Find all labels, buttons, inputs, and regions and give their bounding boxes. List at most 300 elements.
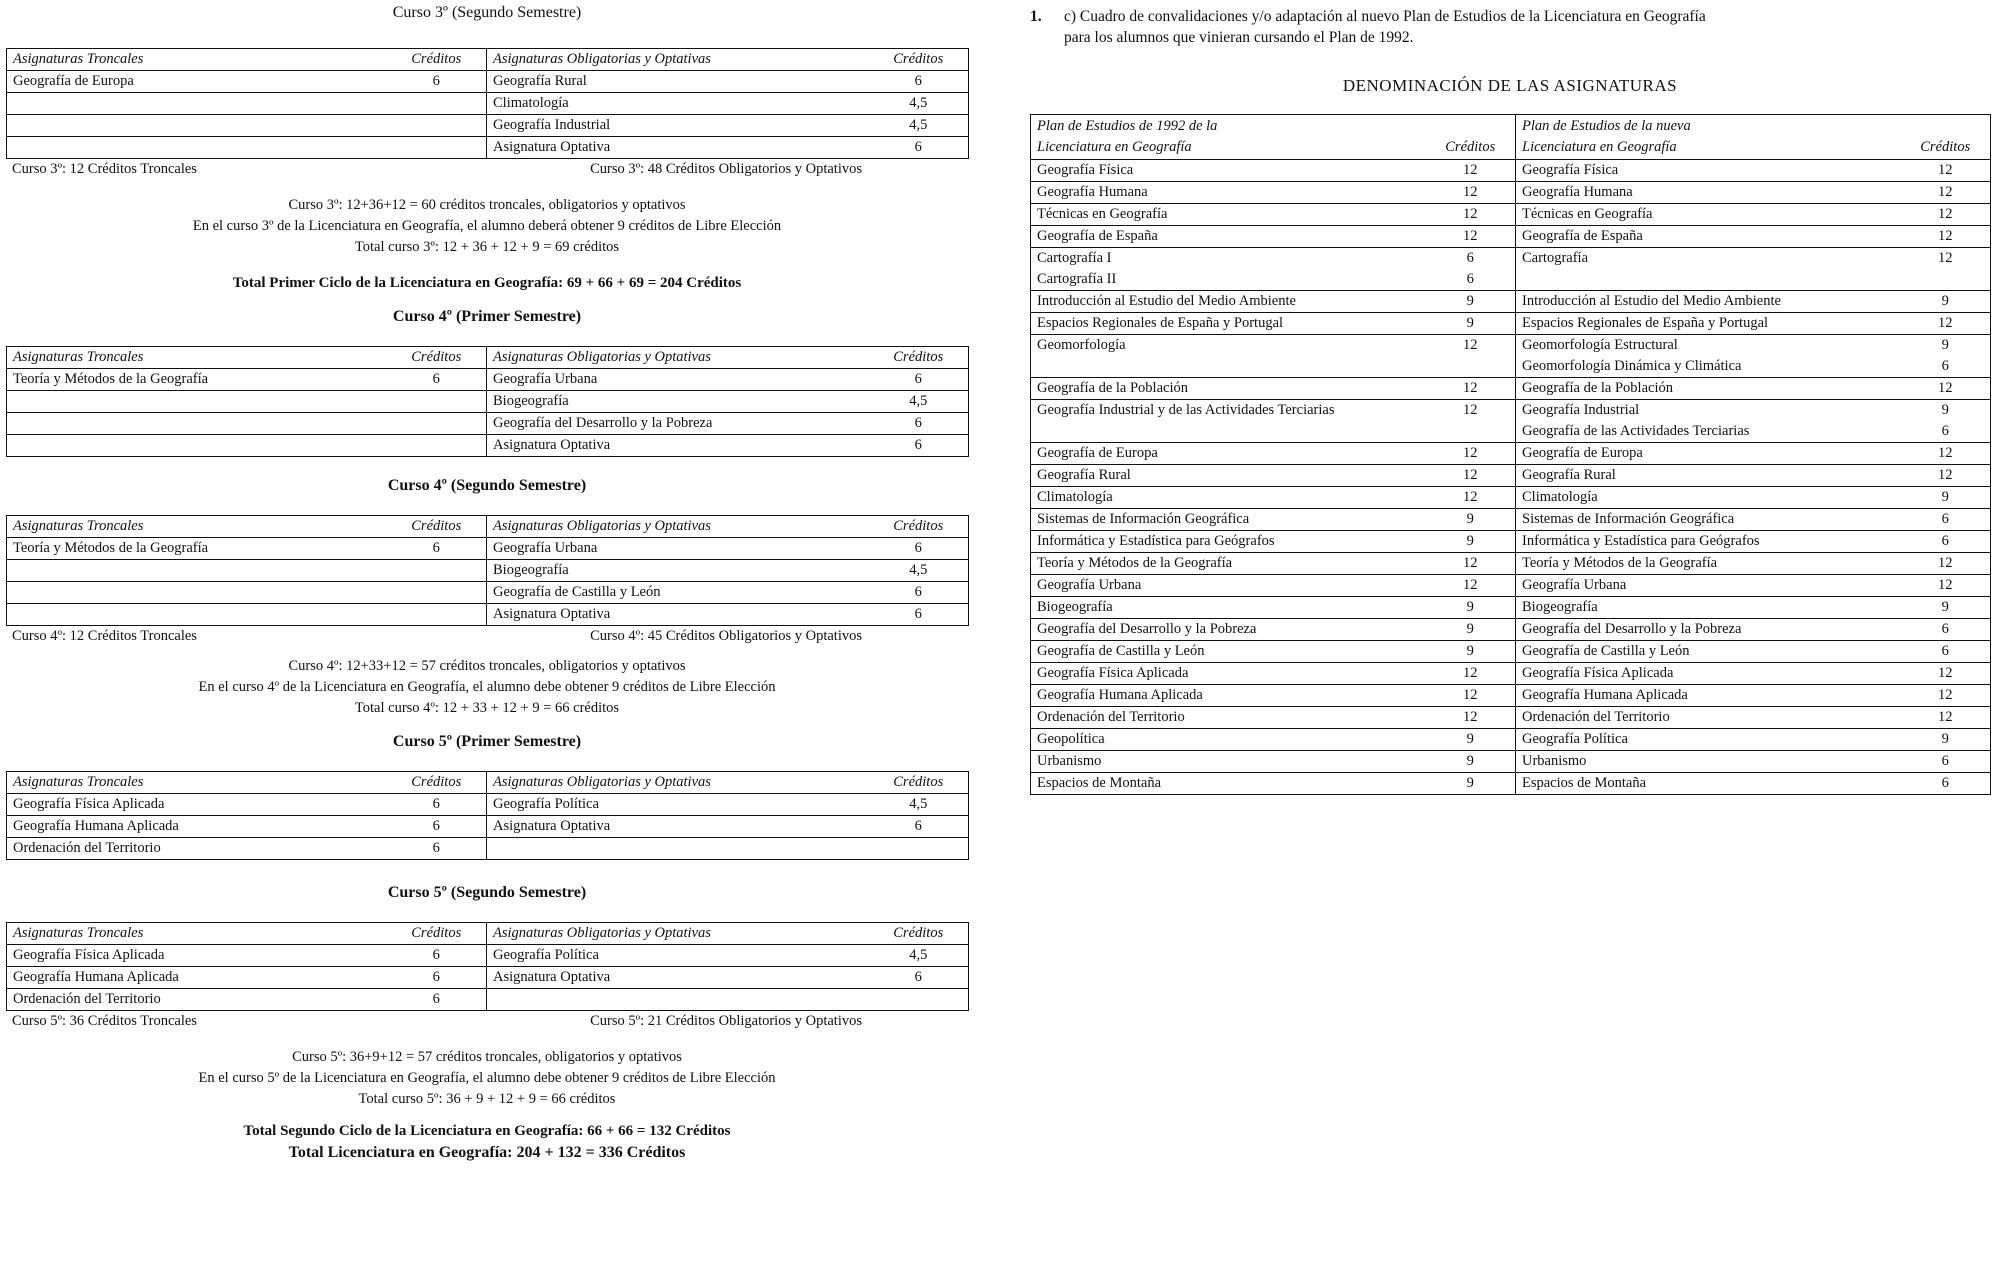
old-credits-line: 9 xyxy=(1466,775,1474,791)
intro-paragraph xyxy=(1030,6,1990,48)
old-subject xyxy=(1031,509,1426,531)
new-subject-line: Ordenación del Territorio xyxy=(1522,709,1670,725)
new-credits-line: 6 xyxy=(1941,775,1949,791)
degree-total: Total Licenciatura en Geografía: 204 + 132 = 336 Créditos xyxy=(288,1144,686,1161)
troncal-subject: Teoría y Métodos de la Geografía xyxy=(7,538,387,560)
optional-credits: 6 xyxy=(914,437,922,453)
old-subject xyxy=(1031,597,1426,619)
header-old-plan xyxy=(1031,115,1426,160)
troncal-subject xyxy=(7,413,387,435)
cycle-total: Total Primer Ciclo de la Licenciatura en Geografía: 69 + 66 + 69 = 204 Créditos xyxy=(232,275,742,291)
table-row xyxy=(7,115,969,137)
course-calc-line: En el curso 4º de la Licenciatura en Geografía, el alumno debe obtener 9 créditos de Libre Elección xyxy=(198,679,776,695)
table-row xyxy=(1031,575,1991,597)
new-subject xyxy=(1516,531,1901,553)
new-subject-line: Geografía Humana Aplicada xyxy=(1522,687,1688,703)
course-calc-line: En el curso 5º de la Licenciatura en Geografía, el alumno debe obtener 9 créditos de Libre Elección xyxy=(198,1070,776,1086)
new-subject xyxy=(1516,465,1901,487)
old-subject-line: Geografía Urbana xyxy=(1037,577,1142,593)
new-subject xyxy=(1516,685,1901,707)
new-subject xyxy=(1516,291,1901,313)
optional-subject xyxy=(487,989,869,1011)
new-subject xyxy=(1516,663,1901,685)
old-subject xyxy=(1031,575,1426,597)
right-column xyxy=(1030,0,1990,795)
table-row xyxy=(1031,773,1991,795)
new-credits-line: 6 xyxy=(1941,423,1949,439)
new-subject-line: Geografía Humana xyxy=(1522,184,1633,200)
old-subject-line: Geografía de España xyxy=(1037,228,1158,244)
old-credits xyxy=(1426,773,1516,795)
old-credits xyxy=(1426,465,1516,487)
old-credits-line: 12 xyxy=(1463,467,1478,483)
new-subject-line: Geografía del Desarrollo y la Pobreza xyxy=(1522,621,1742,637)
old-credits xyxy=(1426,400,1516,443)
header-troncales: Asignaturas Troncales xyxy=(7,347,387,369)
old-subject-line: Espacios Regionales de España y Portugal xyxy=(1037,315,1284,331)
course-calc-line: Total curso 3º: 12 + 36 + 12 + 9 = 69 créditos xyxy=(354,239,620,255)
old-credits xyxy=(1426,313,1516,335)
old-credits xyxy=(1426,729,1516,751)
new-subject-line: Geografía Física xyxy=(1522,162,1619,178)
header-creditos: Créditos xyxy=(869,923,969,945)
old-credits xyxy=(1426,204,1516,226)
new-credits-line: 12 xyxy=(1938,184,1953,200)
header-obligatorias: Asignaturas Obligatorias y Optativas xyxy=(487,516,869,538)
new-credits xyxy=(1901,182,1991,204)
course-calc-line: En el curso 3º de la Licenciatura en Geografía, el alumno deberá obtener 9 créditos de Libre Elección xyxy=(192,218,782,234)
new-subject xyxy=(1516,443,1901,465)
course-summary xyxy=(6,159,968,179)
optional-credits: 4,5 xyxy=(869,945,969,967)
troncal-credits xyxy=(387,582,487,604)
old-credits xyxy=(1426,707,1516,729)
new-subject xyxy=(1516,641,1901,663)
table-row xyxy=(7,369,969,391)
old-subject-line: Informática y Estadística para Geógrafos xyxy=(1037,533,1275,549)
old-credits xyxy=(1426,487,1516,509)
new-credits xyxy=(1901,443,1991,465)
new-credits xyxy=(1901,248,1991,291)
old-subject-line: Geografía de Europa xyxy=(1037,445,1158,461)
new-subject xyxy=(1516,575,1901,597)
old-subject xyxy=(1031,707,1426,729)
new-credits-line: 12 xyxy=(1938,162,1953,178)
new-subject xyxy=(1516,204,1901,226)
header-creditos: Créditos xyxy=(387,516,487,538)
old-credits-line: 9 xyxy=(1466,753,1474,769)
old-subject xyxy=(1031,641,1426,663)
header-obligatorias: Asignaturas Obligatorias y Optativas xyxy=(487,923,869,945)
course-summary xyxy=(6,1011,968,1031)
new-subject-line: Geografía de las Actividades Terciarias xyxy=(1522,423,1750,439)
old-credits-line: 9 xyxy=(1466,293,1474,309)
new-credits-line: 6 xyxy=(1941,511,1949,527)
old-subject-line: Geografía de Castilla y León xyxy=(1037,643,1205,659)
old-credits xyxy=(1426,378,1516,400)
troncal-credits xyxy=(387,560,487,582)
optional-credits: 6 xyxy=(869,71,969,93)
old-credits-line: 9 xyxy=(1466,643,1474,659)
new-credits-line: 6 xyxy=(1941,621,1949,637)
table-row xyxy=(7,989,969,1011)
new-credits-line: 9 xyxy=(1941,402,1949,418)
table-row xyxy=(1031,160,1991,182)
new-subject xyxy=(1516,400,1901,443)
new-credits-line: 9 xyxy=(1941,731,1949,747)
old-credits-line: 12 xyxy=(1463,577,1478,593)
table-row xyxy=(1031,443,1991,465)
new-subject xyxy=(1516,729,1901,751)
new-subject-line: Geografía Política xyxy=(1522,731,1628,747)
new-credits xyxy=(1901,313,1991,335)
section-title: Curso 5º (Segundo Semestre) xyxy=(387,884,587,901)
old-subject-line: Geografía de la Población xyxy=(1037,380,1188,396)
troncal-subject: Ordenación del Territorio xyxy=(13,840,161,856)
header-obligatorias: Asignaturas Obligatorias y Optativas xyxy=(487,49,869,71)
header-creditos: Créditos xyxy=(869,772,969,794)
troncal-credits xyxy=(387,604,487,626)
troncal-credits: 6 xyxy=(387,945,487,967)
header-troncales: Asignaturas Troncales xyxy=(7,923,387,945)
new-credits xyxy=(1901,553,1991,575)
new-credits-line: 6 xyxy=(1941,753,1949,769)
troncal-subject: Geografía Física Aplicada xyxy=(7,794,387,816)
troncal-credits: 6 xyxy=(387,538,487,560)
new-subject-line: Introducción al Estudio del Medio Ambiente xyxy=(1522,293,1781,309)
old-credits-line: 12 xyxy=(1463,206,1478,222)
optional-credits: 4,5 xyxy=(869,391,969,413)
new-subject-line: Geografía Rural xyxy=(1522,467,1616,483)
old-subject-line: Geomorfología xyxy=(1037,337,1126,353)
old-subject-line: Geografía del Desarrollo y la Pobreza xyxy=(1037,621,1257,637)
cycle-total: Total Segundo Ciclo de la Licenciatura en Geografía: 66 + 66 = 132 Créditos xyxy=(243,1123,731,1139)
section-title: Curso 5º (Primer Semestre) xyxy=(392,733,582,750)
old-subject-line: Ordenación del Territorio xyxy=(1037,709,1185,725)
new-subject-line: Geografía Industrial xyxy=(1522,402,1640,418)
new-credits-line: 12 xyxy=(1938,577,1953,593)
old-subject-line: Urbanismo xyxy=(1037,753,1102,769)
old-subject xyxy=(1031,729,1426,751)
old-subject xyxy=(1031,685,1426,707)
optional-subject: Geografía Política xyxy=(487,794,869,816)
intro-line: c) Cuadro de convalidaciones y/o adaptación al nuevo Plan de Estudios de la Licenciatura en Geografía xyxy=(1064,8,1706,25)
old-credits-line: 12 xyxy=(1463,402,1478,418)
table-row xyxy=(1031,685,1991,707)
old-subject-line: Geopolítica xyxy=(1037,731,1105,747)
new-credits xyxy=(1901,619,1991,641)
old-subject xyxy=(1031,487,1426,509)
optional-credits: 4,5 xyxy=(869,115,969,137)
old-credits xyxy=(1426,531,1516,553)
troncal-subject: Geografía Humana Aplicada xyxy=(7,967,387,989)
new-credits xyxy=(1901,729,1991,751)
old-subject-line: Geografía Industrial y de las Actividades Terciarias xyxy=(1037,402,1335,418)
optional-credits: 4,5 xyxy=(869,560,969,582)
table-row xyxy=(1031,465,1991,487)
new-credits-line: 12 xyxy=(1938,555,1953,571)
old-credits-line: 9 xyxy=(1466,315,1474,331)
old-subject-line: Geografía Física Aplicada xyxy=(1037,665,1189,681)
optional-subject: Geografía Rural xyxy=(487,71,869,93)
new-credits xyxy=(1901,465,1991,487)
troncal-credits: 6 xyxy=(387,989,487,1011)
section-heading: DENOMINACIÓN DE LAS ASIGNATURAS xyxy=(1342,76,1678,95)
new-credits xyxy=(1901,707,1991,729)
new-credits xyxy=(1901,663,1991,685)
old-credits-line: 9 xyxy=(1466,599,1474,615)
table-row xyxy=(7,794,969,816)
new-credits xyxy=(1901,204,1991,226)
table-row xyxy=(1031,226,1991,248)
new-subject-line: Urbanismo xyxy=(1522,753,1587,769)
troncal-subject: Ordenación del Territorio xyxy=(13,991,161,1007)
optional-subject: Asignatura Optativa xyxy=(493,606,611,622)
table-row xyxy=(7,604,969,626)
table-row xyxy=(7,838,969,860)
new-credits xyxy=(1901,335,1991,378)
optional-subject: Geografía Industrial xyxy=(487,115,869,137)
troncal-credits xyxy=(387,137,487,159)
old-subject xyxy=(1031,443,1426,465)
optional-credits: 6 xyxy=(869,538,969,560)
old-subject xyxy=(1031,531,1426,553)
troncal-subject: Geografía de Europa xyxy=(7,71,387,93)
table-row xyxy=(1031,707,1991,729)
new-subject xyxy=(1516,751,1901,773)
troncal-credits: 6 xyxy=(387,71,487,93)
troncal-subject xyxy=(7,115,387,137)
table-row xyxy=(1031,487,1991,509)
troncal-credits xyxy=(387,413,487,435)
item-number: 1. xyxy=(1030,8,1042,25)
table-row xyxy=(1031,509,1991,531)
new-credits xyxy=(1901,291,1991,313)
new-credits-line: 6 xyxy=(1941,358,1949,374)
table-row xyxy=(1031,204,1991,226)
table-row xyxy=(7,816,969,838)
course-calc-line: Total curso 5º: 36 + 9 + 12 + 9 = 66 créditos xyxy=(358,1091,616,1107)
table-row xyxy=(1031,751,1991,773)
old-credits-line: 12 xyxy=(1463,184,1478,200)
new-subject xyxy=(1516,509,1901,531)
new-subject-line: Climatología xyxy=(1522,489,1598,505)
new-credits-line: 12 xyxy=(1938,206,1953,222)
new-credits-line: 12 xyxy=(1938,380,1953,396)
summary-obligatorias: Curso 3º: 48 Créditos Obligatorios y Optativos xyxy=(590,161,862,177)
old-subject xyxy=(1031,400,1426,443)
new-credits xyxy=(1901,575,1991,597)
new-subject-line: Geomorfología Estructural xyxy=(1522,337,1678,353)
troncal-subject: Teoría y Métodos de la Geografía xyxy=(7,369,387,391)
old-credits-line: 9 xyxy=(1466,533,1474,549)
header-creditos: Créditos xyxy=(387,772,487,794)
header-creditos: Créditos xyxy=(869,49,969,71)
header-obligatorias: Asignaturas Obligatorias y Optativas xyxy=(487,772,869,794)
new-credits-line: 9 xyxy=(1941,599,1949,615)
optional-subject xyxy=(487,838,869,860)
old-credits xyxy=(1426,443,1516,465)
old-credits xyxy=(1426,291,1516,313)
new-credits-line: 12 xyxy=(1938,687,1953,703)
new-subject xyxy=(1516,313,1901,335)
new-credits-line: 9 xyxy=(1941,293,1949,309)
old-subject xyxy=(1031,313,1426,335)
optional-credits: 4,5 xyxy=(869,794,969,816)
old-subject-line: Técnicas en Geografía xyxy=(1037,206,1168,222)
intro-line: para los alumnos que vinieran cursando el Plan de 1992. xyxy=(1064,29,1414,46)
optional-credits: 4,5 xyxy=(869,93,969,115)
troncal-subject: Geografía Humana Aplicada xyxy=(7,816,387,838)
new-credits xyxy=(1901,597,1991,619)
troncal-credits xyxy=(387,115,487,137)
troncal-subject xyxy=(7,604,387,626)
left-column xyxy=(6,0,968,1164)
new-credits xyxy=(1901,641,1991,663)
convalidation-table xyxy=(1030,114,1991,795)
old-subject xyxy=(1031,553,1426,575)
old-subject xyxy=(1031,465,1426,487)
optional-credits xyxy=(869,989,969,1011)
header-creditos: Créditos xyxy=(387,347,487,369)
new-credits-line: 12 xyxy=(1938,467,1953,483)
old-subject xyxy=(1031,619,1426,641)
header-creditos: Créditos xyxy=(1426,115,1516,160)
new-credits-line: 12 xyxy=(1938,250,1953,266)
header-creditos: Créditos xyxy=(1901,115,1991,160)
header-obligatorias: Asignaturas Obligatorias y Optativas xyxy=(487,347,869,369)
new-subject xyxy=(1516,248,1901,291)
table-row xyxy=(1031,531,1991,553)
old-credits xyxy=(1426,509,1516,531)
table-row xyxy=(7,945,969,967)
new-credits xyxy=(1901,531,1991,553)
section-title: Curso 3º (Segundo Semestre) xyxy=(392,4,582,21)
troncal-subject: Geografía Física Aplicada xyxy=(7,945,387,967)
optional-credits: 6 xyxy=(869,967,969,989)
optional-credits xyxy=(869,838,969,860)
troncal-subject xyxy=(7,560,387,582)
old-credits-line: 9 xyxy=(1466,731,1474,747)
table-row xyxy=(1031,553,1991,575)
table-row xyxy=(1031,641,1991,663)
course-table-5-1 xyxy=(6,771,969,860)
header-line: Licenciatura en Geografía xyxy=(1037,139,1192,155)
table-row xyxy=(1031,400,1991,443)
new-credits-line: 9 xyxy=(1941,337,1949,353)
new-subject-line: Geografía de España xyxy=(1522,228,1643,244)
table-row xyxy=(7,137,969,159)
optional-subject: Geografía de Castilla y León xyxy=(487,582,869,604)
new-subject xyxy=(1516,160,1901,182)
optional-credits: 6 xyxy=(869,816,969,838)
new-credits xyxy=(1901,751,1991,773)
new-subject xyxy=(1516,619,1901,641)
table-row xyxy=(7,413,969,435)
new-credits xyxy=(1901,773,1991,795)
header-creditos: Créditos xyxy=(869,347,969,369)
new-credits-line: 12 xyxy=(1938,315,1953,331)
optional-subject: Asignatura Optativa xyxy=(493,437,611,453)
new-subject-line: Geografía Urbana xyxy=(1522,577,1627,593)
new-credits-line: 9 xyxy=(1941,489,1949,505)
old-credits xyxy=(1426,182,1516,204)
new-subject xyxy=(1516,335,1901,378)
course-table-3-2 xyxy=(6,48,969,159)
optional-subject: Asignatura Optativa xyxy=(487,967,869,989)
old-subject xyxy=(1031,378,1426,400)
old-credits-line: 12 xyxy=(1463,489,1478,505)
old-subject xyxy=(1031,663,1426,685)
old-credits xyxy=(1426,751,1516,773)
table-row xyxy=(1031,619,1991,641)
old-credits xyxy=(1426,226,1516,248)
optional-credits: 6 xyxy=(914,606,922,622)
old-subject xyxy=(1031,291,1426,313)
troncal-credits: 6 xyxy=(387,838,487,860)
table-row xyxy=(1031,597,1991,619)
course-calc-line: Curso 3º: 12+36+12 = 60 créditos troncales, obligatorios y optativos xyxy=(288,197,686,213)
table-row xyxy=(7,967,969,989)
old-credits-line: 12 xyxy=(1463,709,1478,725)
new-credits-line: 6 xyxy=(1941,533,1949,549)
table-row xyxy=(7,435,969,457)
troncal-credits: 6 xyxy=(387,794,487,816)
course-table-4-2 xyxy=(6,515,969,626)
old-credits xyxy=(1426,619,1516,641)
optional-credits: 6 xyxy=(914,139,922,155)
table-row xyxy=(1031,378,1991,400)
old-subject xyxy=(1031,182,1426,204)
old-subject xyxy=(1031,204,1426,226)
old-subject xyxy=(1031,335,1426,378)
troncal-subject xyxy=(7,391,387,413)
course-calc-line: Curso 5º: 36+9+12 = 57 créditos troncales, obligatorios y optativos xyxy=(292,1049,682,1065)
table-row xyxy=(7,71,969,93)
new-subject-line: Geografía de la Población xyxy=(1522,380,1673,396)
old-credits-line: 6 xyxy=(1466,271,1474,287)
optional-subject: Biogeografía xyxy=(487,560,869,582)
new-subject xyxy=(1516,553,1901,575)
old-credits xyxy=(1426,575,1516,597)
new-credits xyxy=(1901,400,1991,443)
old-subject-line: Sistemas de Información Geográfica xyxy=(1037,511,1250,527)
table-row xyxy=(1031,313,1991,335)
old-subject-line: Geografía Rural xyxy=(1037,467,1131,483)
old-subject xyxy=(1031,160,1426,182)
new-credits-line: 12 xyxy=(1938,665,1953,681)
new-subject-line: Informática y Estadística para Geógrafos xyxy=(1522,533,1760,549)
old-subject xyxy=(1031,248,1426,291)
table-row xyxy=(1031,182,1991,204)
header-troncales: Asignaturas Troncales xyxy=(7,49,387,71)
course-table-5-2 xyxy=(6,922,969,1011)
old-credits-line: 9 xyxy=(1466,511,1474,527)
table-row xyxy=(7,560,969,582)
course-summary xyxy=(6,626,968,646)
new-credits-line: 6 xyxy=(1941,643,1949,659)
optional-subject: Biogeografía xyxy=(487,391,869,413)
new-subject-line: Técnicas en Geografía xyxy=(1522,206,1653,222)
optional-credits: 6 xyxy=(869,369,969,391)
summary-troncales: Curso 5º: 36 Créditos Troncales xyxy=(12,1013,197,1029)
header-creditos: Créditos xyxy=(869,516,969,538)
new-subject xyxy=(1516,597,1901,619)
new-subject-line: Geografía Física Aplicada xyxy=(1522,665,1674,681)
optional-subject: Geografía Urbana xyxy=(487,538,869,560)
header-line: Licenciatura en Geografía xyxy=(1522,139,1677,155)
table-row xyxy=(1031,729,1991,751)
